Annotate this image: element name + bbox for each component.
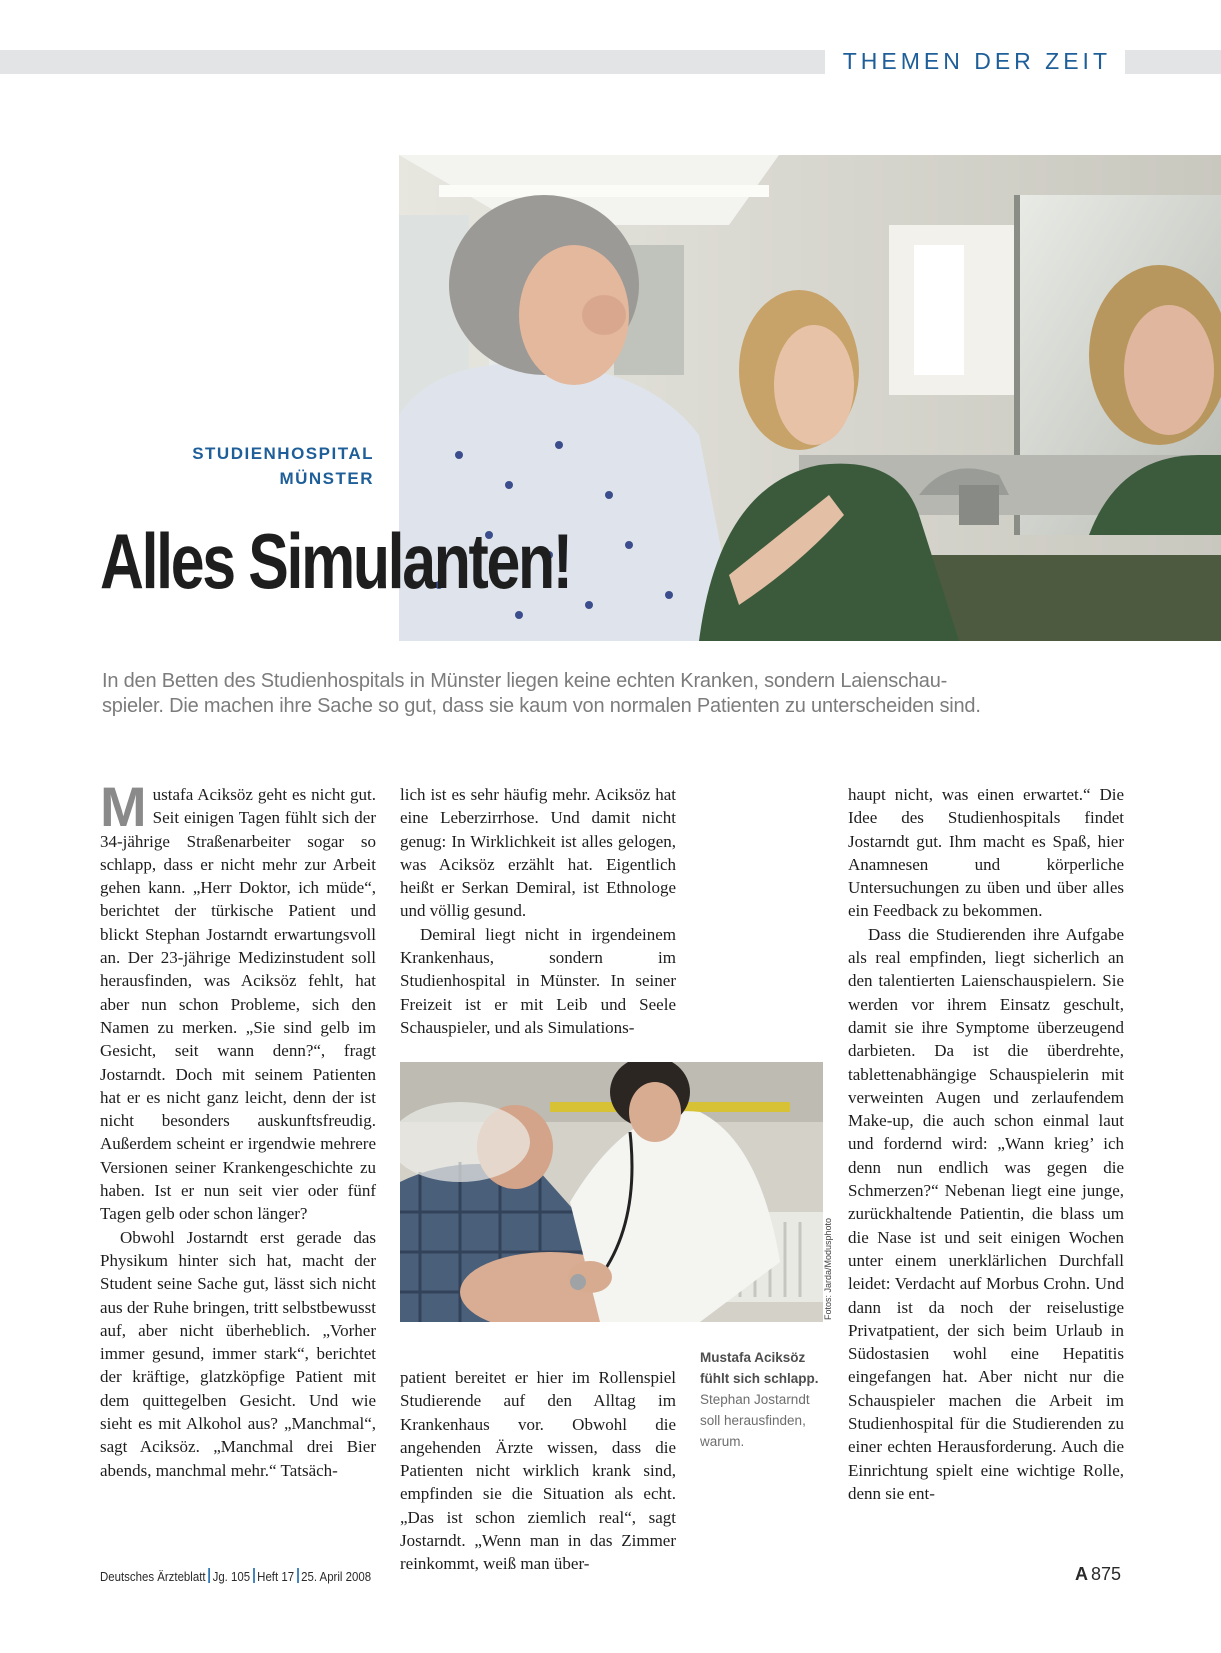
page-prefix: A <box>1074 1564 1088 1584</box>
footer-separator <box>208 1568 210 1583</box>
journal-issue: Heft 17 <box>257 1569 295 1584</box>
column-3 <box>848 783 1124 1505</box>
lead-line-2: spieler. Die machen ihre Sache so gut, dass sie kaum von normalen Patienten zu unterscheiden sind. <box>102 695 981 717</box>
journal-name: Deutsches Ärzteblatt <box>100 1569 206 1584</box>
footer <box>100 1568 371 1584</box>
column-2-continued <box>400 1366 676 1576</box>
kicker-line-1: STUDIENHOSPITAL <box>192 444 374 463</box>
journal-date: 25. April 2008 <box>301 1569 372 1584</box>
caption-text: Stephan Jostarndt soll herausfinden, warum. <box>700 1392 810 1449</box>
paragraph-text: ustafa Aciksöz geht es nicht gut. Seit einigen Tagen fühlt sich der 34-jährige Straßenarbeiter sogar so schlapp, dass er nicht mehr zur Arbeit gehen kann. „Herr Doktor, ich müde“, berichtet der türkische Patient und blickt Stephan Jostarndt erwartungsvoll an. Der 23-jährige Medizinstudent soll herausfinden, was Aciksöz fehlt, hat aber nun schon Probleme, sich den Namen zu merken. „Sie sind gelb im Gesicht, seit wann denn?“, fragt Jostarndt. Doch mit seinem Patienten hat er es nicht ganz leicht, denn der ist nicht besonders auskunftsfreudig. Außerdem scheint er irgendwie mehrere Versionen seiner Krankengeschichte zu haben. Ist er nun seit vier oder fünf Tagen gelb oder schon länger? <box>100 785 376 1224</box>
drop-cap: M <box>100 775 147 838</box>
footer-separator <box>253 1568 255 1583</box>
paragraph: Dass die Studierenden ihre Aufgabe als real empfinden, liegt sicherlich an den talentierten Laienschauspielern. Sie werden vor ihrem Einsatz geschult, damit sie ihre Symptome überzeugend darbieten. Da ist die überdrehte, tablettenabhängige Schauspielerin mit verweinten Augen und zerlaufendem Make-up, die auch schon einmal laut und fordernd wird: „Wann krieg’ ich denn nun endlich was gegen die Schmerzen?“ Nebenan liegt eine junge, zurückhaltende Patientin, die blass um die Nase ist und seit einigen Wochen unter einem unerklärlichen Durchfall leidet: Verdacht auf Morbus Crohn. Und dann ist da noch der reiselustige Privatpatient, der sich beim Urlaub in Südostasien wohl eine Hepatitis eingefangen hat. Aber nicht nur die Schauspieler machen die Arbeit im Studienhospital für die Studierenden zu einer echten Herausforderung. Auch die Einrichtung spielt eine wichtige Rolle, denn sie ent- <box>848 924 1124 1503</box>
journal-volume: Jg. 105 <box>212 1569 251 1584</box>
photo-credit: Fotos: Jarda/Modusphoto <box>823 1217 833 1320</box>
paragraph: patient bereitet er hier im Rollenspiel Studierende auf den Alltag im Krankenhaus vor. Obwohl die angehenden Ärzte wissen, dass die Patienten nicht wirklich krank sind, empfinden sie die Situation als echt. „Das ist schon ziemlich real“, sagt Jostarndt. „Wenn man in das Zimmer reinkommt, weiß man über- <box>400 1368 676 1574</box>
paragraph: lich ist es sehr häufig mehr. Aciksöz hat eine Leberzirrhose. Und damit nicht genug: In Wirklichkeit ist alles gelogen, was Aciksöz erzählt hat. Eigentlich heißt er Serkan Demiral, ist Ethnologe und völlig gesund. <box>400 785 676 921</box>
exam-photo <box>400 1062 823 1322</box>
column-2 <box>400 783 676 1039</box>
paragraph: Obwohl Jostarndt erst gerade das Physikum hinter sich hat, macht der Student seine Sache gut, lässt sich nicht aus der Ruhe bringen, tritt selbstbewusst auf, aber nicht überheblich. „Vorher immer gesund, immer stark“, berichtet der kräftige, glatzköpfige Patient mit dem quittegelben Gesicht. Und wie sieht es mit Alkohol aus? „Manchmal“, sagt Aciksöz. „Manchmal drei Bier abends, manchmal mehr.“ Tatsäch- <box>100 1227 376 1480</box>
section-label: THEMEN DER ZEIT <box>825 46 1125 75</box>
paragraph: Demiral liegt nicht in irgendeinem Krankenhaus, sondern im Studienhospital in Münster. In seiner Freizeit ist er mit Leib und Seele Schauspieler, und als Simulations- <box>400 924 676 1037</box>
footer-separator <box>297 1568 299 1583</box>
photo-caption <box>700 1347 820 1452</box>
page-number <box>1075 1564 1121 1585</box>
caption-bold: Mustafa Aciksöz fühlt sich schlapp. <box>700 1350 819 1386</box>
column-1 <box>100 775 376 1482</box>
lead-line-1: In den Betten des Studienhospitals in Münster liegen keine echten Kranken, sondern Laienschau- <box>102 670 948 692</box>
paragraph: haupt nicht, was einen erwartet.“ Die Idee des Studienhospitals findet Jostarndt gut. Ihm macht es Spaß, hier Anamnesen und körperliche Untersuchungen zu üben und über alles ein Feedback zu bekommen. <box>848 785 1124 921</box>
page-number-value: 875 <box>1090 1564 1121 1584</box>
headline: Alles Simulanten! <box>100 517 571 605</box>
kicker-line-2: MÜNSTER <box>279 469 374 488</box>
paragraph <box>100 775 376 1226</box>
